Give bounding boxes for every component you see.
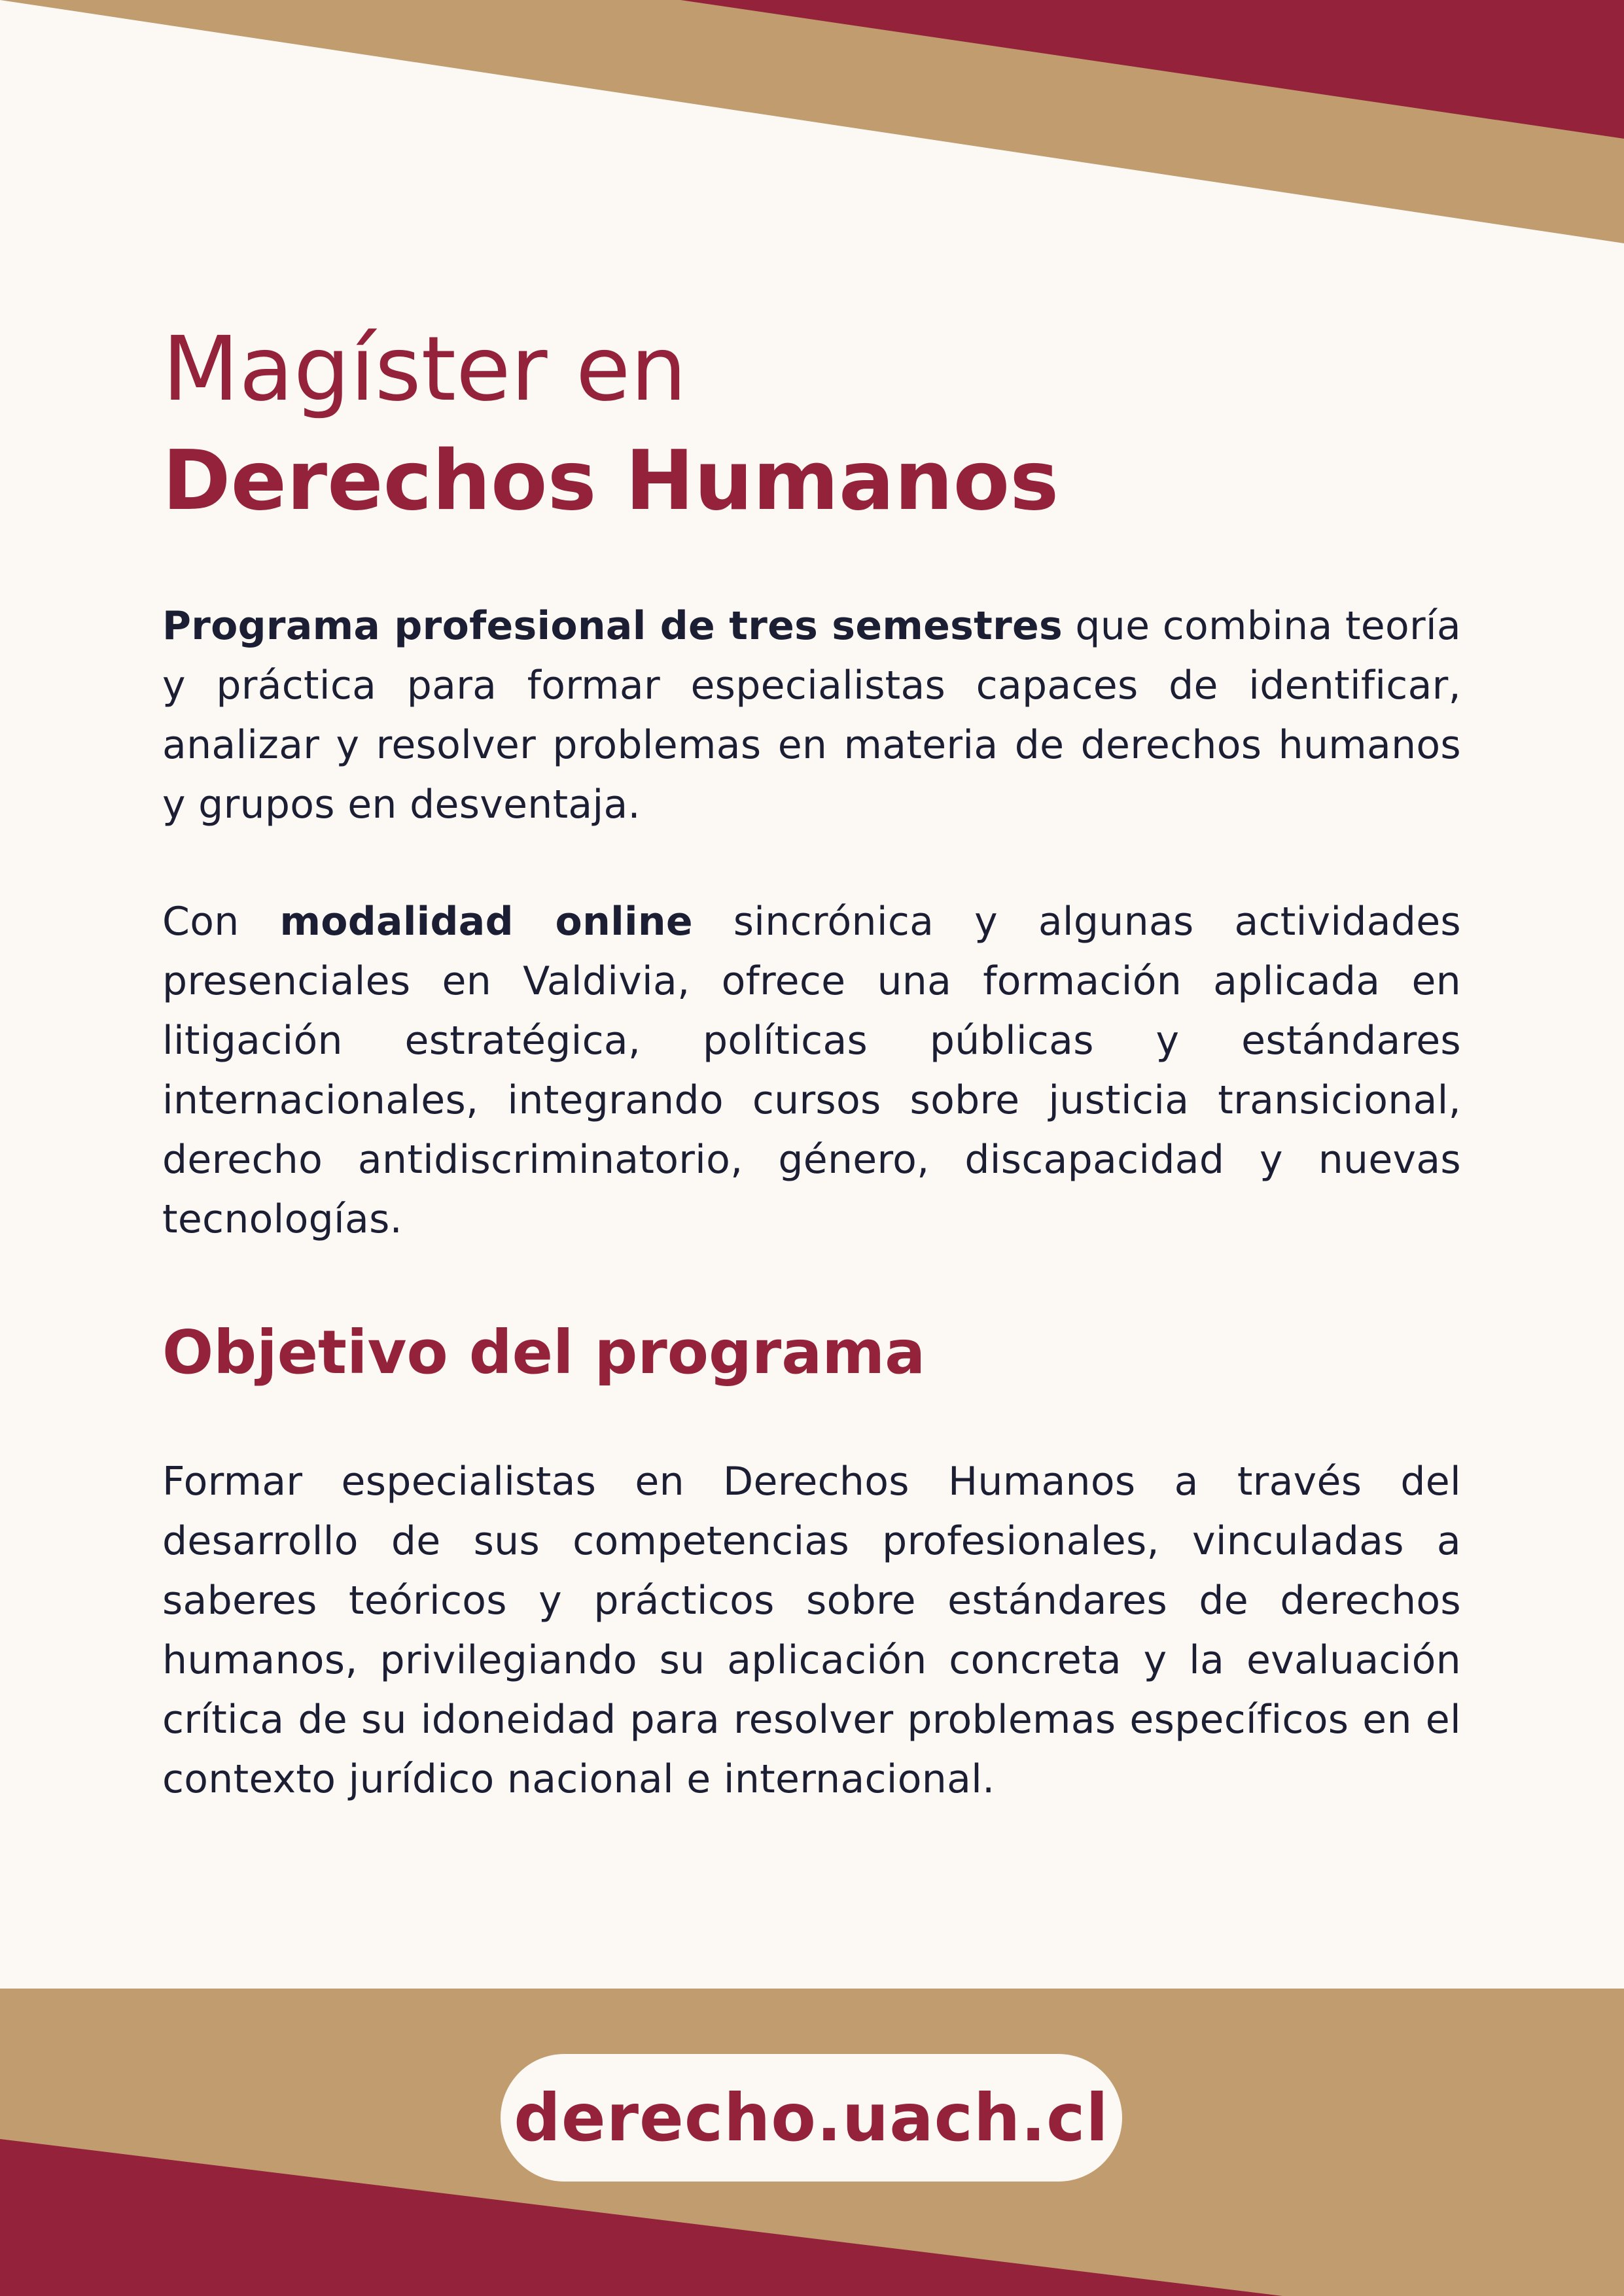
title-line-2: Derechos Humanos bbox=[162, 432, 1059, 529]
modality-prefix: Con bbox=[162, 899, 280, 945]
intro-paragraph bbox=[162, 597, 1461, 835]
modality-text: sincrónica y algunas actividades presenciales en Valdivia, ofrece una formación aplicada en litigación estratégica, políticas públicas y estándares internacionales, integrando cursos sobre justicia transicional, derecho antidiscriminatorio, género, discapacidad y nuevas tecnologías. bbox=[162, 899, 1461, 1242]
objective-paragraph: Formar especialistas en Derechos Humanos a través del desarrollo de sus competencias profesionales, vinculadas a saberes teóricos y prácticos sobre estándares de derechos humanos, privilegiando su aplicación concreta y la evaluación crítica de su idoneidad para resolver problemas específicos en el contexto jurídico nacional e internacional. bbox=[162, 1459, 1461, 1802]
intro-text: que combina teoría y práctica para formar especialistas capaces de identificar, analizar y resolver problemas en materia de derechos humanos y grupos en desventaja. bbox=[162, 603, 1461, 827]
modality-bold-text: modalidad online bbox=[279, 899, 693, 945]
top-decorative-band bbox=[0, 0, 1624, 249]
website-url-link[interactable] bbox=[501, 2054, 1122, 2182]
objective-heading: Objetivo del programa bbox=[162, 1317, 926, 1387]
main-content bbox=[162, 314, 1461, 1809]
title-line-1: Magíster en bbox=[162, 318, 687, 421]
modality-paragraph bbox=[162, 892, 1461, 1249]
website-url-text: derecho.uach.cl bbox=[514, 2079, 1109, 2156]
intro-bold-text: Programa profesional de tres semestres bbox=[162, 603, 1063, 649]
